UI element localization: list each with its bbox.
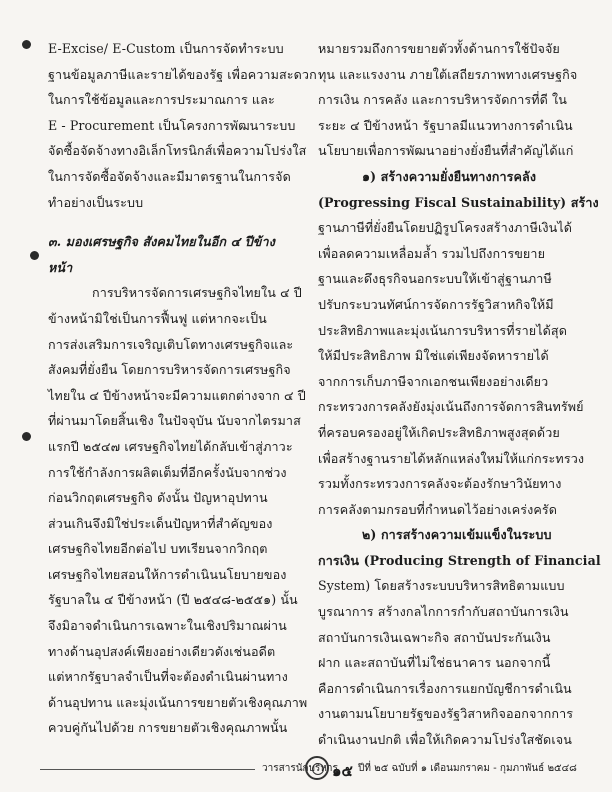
text-line: ด้านอุปทาน และมุ่งเน้นการขยายตัวเชิงคุณภาพ (48, 694, 308, 710)
text-line: สถาบันการเงินเฉพาะกิจ สถาบันประกันเงิน (318, 629, 551, 645)
page-number: ๑๕ (332, 762, 353, 780)
text-line: ประสิทธิภาพและมุ่งเน้นการบริหารที่รายได้สุด (318, 322, 567, 338)
footer-rule-left (40, 769, 255, 770)
text-line: ปรับกระบวนทัศน์การจัดการรัฐวิสาหกิจให้มี (318, 296, 554, 312)
text-line: เพื่อลดความเหลื่อมล้ำ รวมไปถึงการขยาย (318, 245, 546, 261)
page-footer (40, 756, 580, 782)
text-line: ส่วนเกินจึงมิใช่ประเด็นปัญหาที่สำคัญของ (48, 515, 273, 531)
text-line: จากการเก็บภาษีจากเอกชนเพียงอย่างเดียว (318, 373, 549, 389)
left-column (48, 36, 317, 741)
text-line: หมายรวมถึงการขยายตัวทั้งด้านการใช้ปัจจัย (318, 41, 560, 56)
text-line: ในการใช้ข้อมูลและการประมาณการ และ (48, 92, 275, 108)
issue-info: ปีที่ ๒๕ ฉบับที่ ๑ เดือนมกราคม - กุมภาพันธ์ ๒๕๔๘ (358, 763, 577, 774)
text-line: กระทรวงการคลังยังมุ่งเน้นถึงการจัดการสินทรัพย์ (318, 399, 584, 415)
text-line: ดำเนินงานปกติ เพื่อให้เกิดความโปร่งใสชัดเจน (318, 732, 572, 748)
text-line: (Progressing Fiscal Sustainability) สร้าง (318, 194, 599, 210)
text-line: ทางด้านอุปสงค์เพียงอย่างเดียวดังเช่นอดีต (48, 643, 276, 659)
text-line: ในการจัดซื้อจัดจ้างและมีมาตรฐานในการจัด (48, 168, 291, 184)
subsection-heading: ๒) การสร้างความเข้มแข็งในระบบ (362, 527, 552, 543)
journal-name: วารสารนักบริหาร (262, 763, 338, 774)
text-line: แต่หากรัฐบาลจำเป็นที่จะต้องดำเนินผ่านทาง (48, 669, 288, 685)
text-line: รวมทั้งกระทรวงการคลังจะต้องรักษาวินัยทาง (318, 476, 562, 492)
text-line: ควบคู่กันไปด้วย การขยายตัวเชิงคุณภาพนั้น (48, 720, 288, 736)
subsection-heading: ๑) สร้างความยั่งยืนทางการคลัง (362, 168, 537, 184)
text-line: การส่งเสริมการเจริญเติบโตทางเศรษฐกิจและ (48, 336, 294, 352)
text-line: System) โดยสร้างระบบบริหารสิทธิตามแบบ (318, 578, 565, 594)
text-line: รัฐบาลใน ๔ ปีข้างหน้า (ปี ๒๕๔๘-๒๕๕๑) นั้น (48, 592, 298, 608)
text-line: สังคมที่ยั่งยืน โดยการบริหารจัดการเศรษฐกิจ (48, 362, 291, 378)
text-line: ให้มีประสิทธิภาพ มิใช่แต่เพียงจัดหารายได้ (318, 348, 549, 364)
text-line: ทำอย่างเป็นระบบ (48, 194, 144, 210)
text-line: การบริหารจัดการเศรษฐกิจไทยใน ๔ ปี (92, 285, 302, 301)
text-line: บูรณาการ สร้างกลไกการกำกับสถาบันการเงิน (318, 604, 569, 620)
text-line: การเงิน การคลัง และการบริหารจัดการที่ดี ใน (318, 92, 567, 108)
text-line: งานตามนโยบายรัฐของรัฐวิสาหกิจออกจากการ (318, 706, 574, 722)
text-line: เศรษฐกิจไทยอีกต่อไป บทเรียนจากวิกฤต (48, 541, 268, 557)
text-line: ฐานข้อมูลภาษีและรายได้ของรัฐ เพื่อความสะดวก (48, 66, 317, 82)
text-line: ฐานภาษีที่ยั่งยืนโดยปฏิรูปโครงสร้างภาษีเงินได้ (318, 220, 573, 236)
text-line: เศรษฐกิจไทยสอนให้การดำเนินนโยบายของ (48, 566, 287, 582)
punch-hole-bottom (22, 432, 31, 441)
text-line: คือการดำเนินการเรื่องการแยกบัญชีการดำเนิน (318, 680, 572, 696)
text-line: ฐานและดึงธุรกิจนอกระบบให้เข้าสู่ฐานภาษี (318, 271, 552, 287)
text-line: จัดซื้อจัดจ้างทางอิเล็กโทรนิกส์เพื่อความโปร่งใส (48, 143, 307, 159)
section-heading-cont: หน้า (48, 259, 73, 275)
text-line: ระยะ ๔ ปีข้างหน้า รัฐบาลมีแนวทางการดำเนิน (318, 117, 573, 133)
text-line: ที่ครอบครองอยู่ให้เกิดประสิทธิภาพสูงสุดด้วย (318, 424, 560, 440)
text-line: ไทยใน ๔ ปีข้างหน้าจะมีความแตกต่างจาก ๔ ปี (48, 387, 306, 403)
text-line: เพื่อสร้างฐานรายได้หลักแหล่งใหม่ให้แก่กระทรวง (318, 450, 585, 466)
text-line: การเงิน (Producing Strength of Financial (318, 552, 601, 568)
text-line: ทุน และแรงงาน ภายใต้เสถียรภาพทางเศรษฐกิจ (318, 66, 578, 82)
right-column (318, 36, 601, 753)
journal-logo-icon (305, 756, 329, 780)
text-line: การใช้กำลังการผลิตเต็มที่อีกครั้งนับจากช่วง (48, 464, 287, 480)
punch-hole-top (22, 40, 31, 49)
text-line: แรกปี ๒๕๔๗ เศรษฐกิจไทยได้กลับเข้าสู่ภาวะ (48, 438, 293, 454)
text-line: E-Excise/ E-Custom เป็นการจัดทำระบบ (48, 41, 284, 56)
text-line: นโยบายเพื่อการพัฒนาอย่างยั่งยืนที่สำคัญได้แก่ (318, 143, 574, 159)
text-line: ที่ผ่านมาโดยสิ้นเชิง ในปัจจุบัน นับจากไตรมาส (48, 413, 301, 429)
text-line: จึงมิอาจดำเนินการเฉพาะในเชิงปริมาณผ่าน (48, 618, 287, 634)
paragraph-gap (48, 215, 302, 229)
text-line: ข้างหน้ามิใช่เป็นการฟื้นฟู แต่หากจะเป็น (48, 310, 267, 326)
text-line: E - Procurement เป็นโครงการพัฒนาระบบ (48, 117, 296, 133)
text-line: ก่อนวิกฤตเศรษฐกิจ ดังนั้น ปัญหาอุปทาน (48, 490, 268, 506)
section-heading: ๓. มองเศรษฐกิจ สังคมไทยในอีก ๔ ปีข้าง (48, 234, 275, 250)
punch-hole-middle (30, 251, 39, 260)
text-line: การคลังตามกรอบที่กำหนดไว้อย่างเคร่งครัด (318, 501, 558, 517)
text-line: ฝาก และสถาบันที่ไม่ใช่ธนาคาร นอกจากนี้ (318, 655, 551, 671)
